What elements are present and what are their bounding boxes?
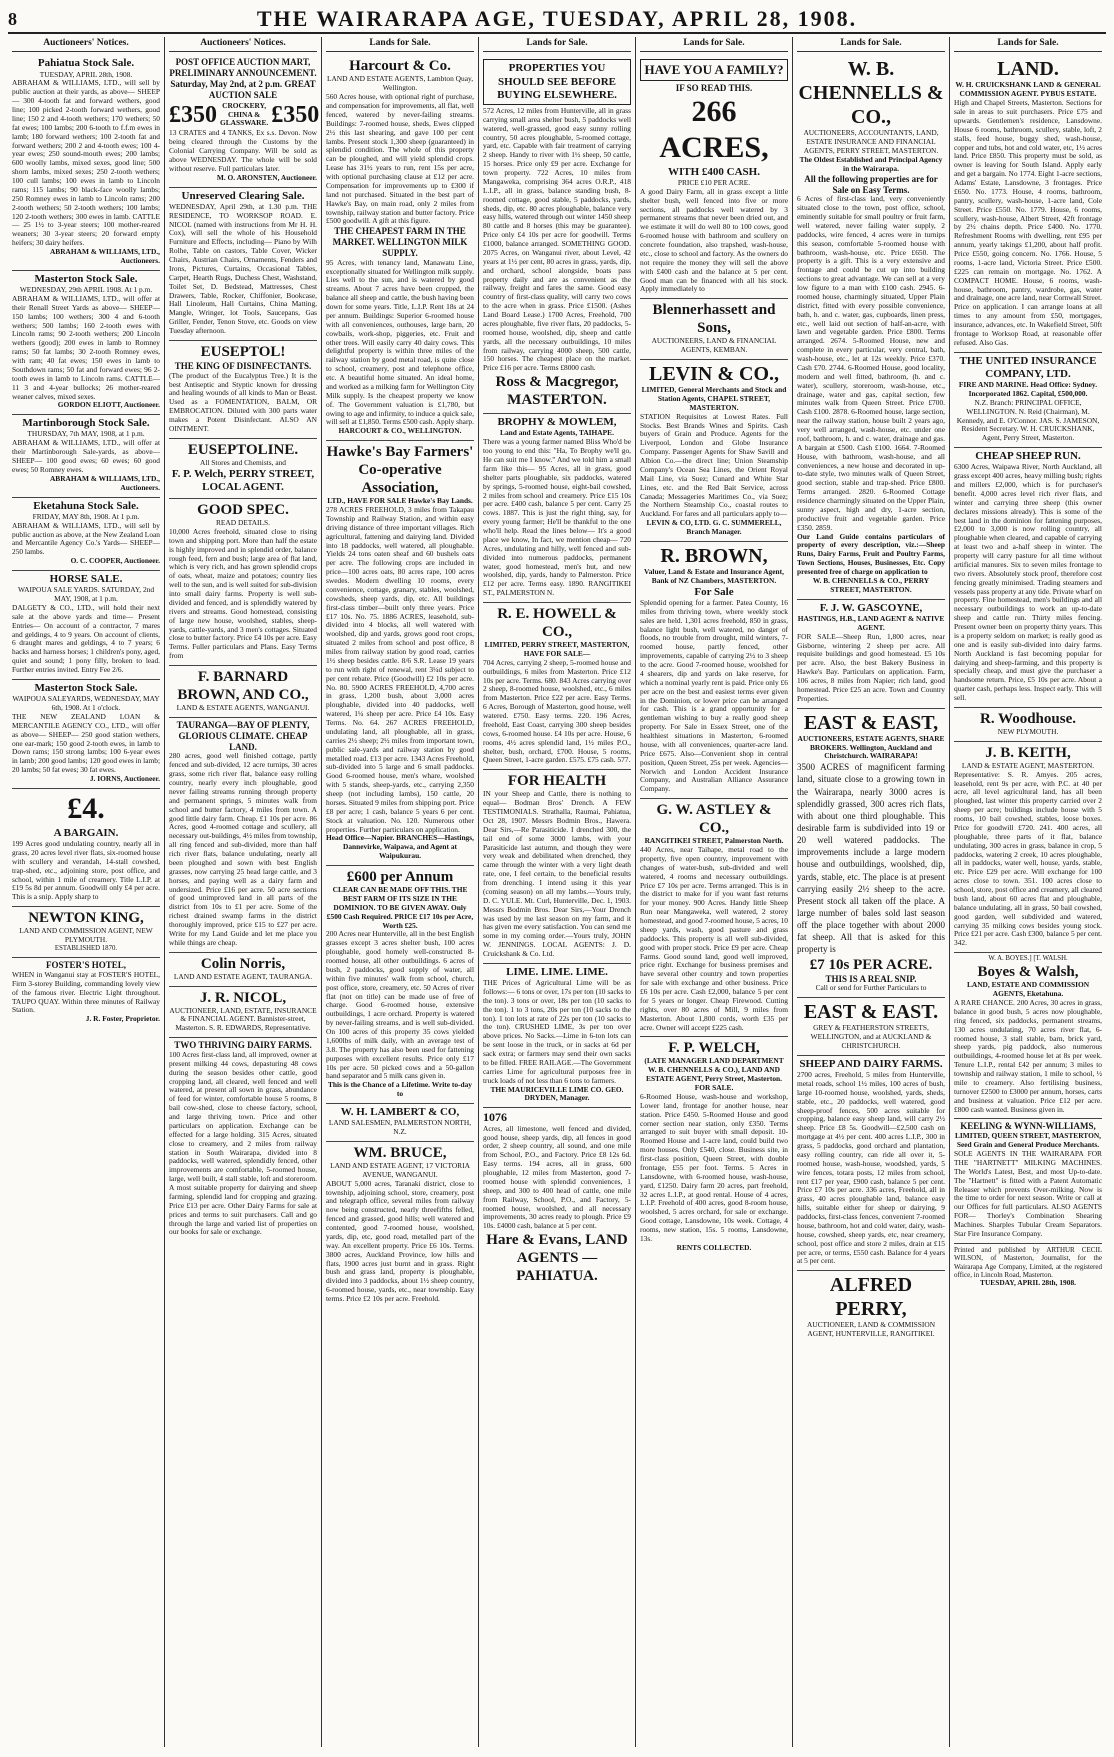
ad-title: LAND. (997, 58, 1059, 81)
ad-lead-2: Our Land Guide contains particulars of property of every description, viz.:—Sheep Runs, Dairy Farms, Fruit and Poultry Farms, Town Sections, Houses, Businesses, Etc. Copy presented free of charge on application to (797, 531, 945, 577)
ad-body-2: 95 Acres, with tenancy land, Manawatu Line, exceptionally situated for Wellington milk supply. Lies well to the sun, and is watered by good streams. About 7 acres have been cropped, the balance all sheep and cattle, the bush having been down for some years. Title, L.I.P. Rent 18s at 24 per annum. Buildings: Superior 6-roomed house with all conveniences, outhouses, large barn, 20 cowbails, work-shop, piggeries, etc. Fruit and other trees. Will easily carry 40 dairy cows. This delightful property is within three miles of the railway station by good metal road, is quite close to school, creamery, post and telephone office, etc. A beautiful home situated. An ideal home, and worked as a milking farm for Wellington City Milk supply. Is the cheapest property we know of. The Government valuation is £1,780, but owing to age and infirmity, to induce a quick sale, will sell at £1,850. Terms £500 cash. Apply sharp. (326, 257, 474, 427)
ad-body: 3500 ACRES of magnificent farming land, situate close to a growing town in the Wairarapa, nearly 3000 acres is splendidly grassed, 300 acres rich flats, with about one third ploughable. This desirable farm is subdivided into 19 or 20 well watered paddocks. The improvements include a large modern house and outbuildings, woolshed, dip, yards, stable, etc. The place is at present carrying easily 2½ sheep to the acre. Present stock all taken off the place. A large number of bales sold last season off the place together with about 2000 fat sheep. All that is asked for this property is (797, 762, 945, 955)
ad-title: LIME. LIME. LIME. (506, 965, 608, 978)
ad-signature: J. IORNS, Auctioneer. (89, 774, 160, 784)
ad-signature: M. O. ARONSTEN, Auctioneer. (216, 172, 317, 182)
price-left: £350 (169, 101, 217, 128)
ad-properties (483, 55, 631, 414)
ad-big-text: 266 ACRES, (659, 94, 769, 164)
ad-title: Blennerhassett and Sons, (652, 302, 776, 337)
ad-subtitle: NEW PLYMOUTH. (997, 726, 1059, 736)
ad-body: FOR SALE—Sheep Run, 1,800 acres, near Gisborne, wintering 2 sheep per acre. All requisite buildings and good homestead. £5 10s per acre. Also, the best Bakery Business in Hawke's Bay. Particulars on application. Farm, 106 acres, 8 miles from Napier; rich land, good homestead. Price £25 an acre. Town and Country Properties. (797, 631, 945, 703)
ad-body: Representative: S. R. Amyes. 205 acres, leasehold, rent 9s per acre, with P.C. at 40 per acre, all level agricultural land, has all been ploughed, last winter this property carried over 2 sheep per acre; buildings include house with 5 rooms, 10 bail cowshed, stables, loose boxes. Price for goodwill £720. 241. 400 acres, all ploughable, three parts of it flat, balance undulating, 300 acres in grass, balance in crop, 5 paddocks, watering 2 creek, 10 acres ploughable, all in paddocks, water well, house, yards, stable, etc. Price £29 per acre. Will exchange for 100 acres close to town. 351. 100 acres close to school, store, post office and creamery, all cleared bush land, about 60 acres flat and ploughable, balance undulating, all in grass, 50 bail cowshed, good garden, well subdivided and watered, carrying 35 milking cows besides young stock. Price £21 per acre. Cash £300, balance 5 per cent. 342. (954, 769, 1102, 948)
ad-title: J. R. NICOL, (199, 989, 287, 1006)
ad-title: Unreserved Clearing Sale. (181, 189, 305, 202)
ad-subtitle-2: Head Office—Napier. BRANCHES—Hastings, Dannevirke, Waipawa, and Agent at Waipukurau. (326, 833, 474, 861)
ad-title: F. J. W. GASCOYNE, (819, 601, 923, 614)
ad-body-2: 6 Acres of first-class land, very conveniently situated close to the town, post office, school, eminently suitable for small poultry or fruit farm, well watered, never failing water supply, 2 paddocks, wire fenced, 4 acres were in turnips this season, comfortable 5-roomed house with bathroom, wash-house, etc. Price £650. The property is a gift. This is a very extensive and frontage and could be cut up into building sections to great advantage. We can sell at a very low figure to a man with £100 cash. 2945. 6-roomed house, charmingly situated, Upper Plain district, fitted with every possible convenience, bath, h. and c. water, gas, cupboards, linen press, etc., well laid out section of half-an-acre, with lawn and vegetable garden. Price £800. Terms arranged. 2674. 5-Roomed House, new and complete in every particular, very central, bath, wash-house, etc., let at 12s weekly. Price £370. Cash £70. 2744. 6-Roomed House, good locality, modern and well fitted, bathroom, (h. and c. water), scullery, storeroom, wash-house, etc., drainage, water and gas, capital section, few minutes walk from Queen Street. Price £700. Cash £100. 2878. 6-Roomed house, large section, near the railway station, house built 2 years ago, very well arranged, wash-house, etc. under one roof, bathroom, h. and c. water, drainage and gas. A bargain at £500. Cash £100. 1664. 7-Roomed House, with bathroom, wash-house, and all conveniences, a new house and decorated in up-to-date style, two minutes walk of Queen Street, good section, stable and trap-shed. Price £800. Terms arranged. 2820. 6-Roomed Cottage residence charmingly situated on the Upper Plain, sunny aspect, high and dry, 1-acre section, productive fruit and vegetable garden. Price £350. 2859. (797, 194, 945, 532)
ad-title: R. Woodhouse. (979, 710, 1076, 727)
ad-subtitle: AUCTIONEER, LAND & COMMISSION AGENT, HUNTERVILLE, RANGITIKEI. (806, 1320, 936, 1339)
ad-body: 10,000 Acres freehold, situated close to rising town and shipping port. More than half the estate is highly improved and in splendid order, balance rough feed, fern and bush; large area of flat land, which is very rich, and has grown splendid crops of oats, wheat, maize and potatoes; country lies well to the sun, and is well suited for sub-division into small dairy farms. Property is well sub-divided and fenced, and is splendidly watered by rivers and streams. Good homestead, consisting of large new house, woolshed, stables, sheep-yards, cattle-yards, and 3 men's cottages. Situated close to butter factory. Price £4 10s per acre. Easy Terms. Fuller particulars and Plans. Easy Terms from (169, 526, 317, 661)
price-right: £350 (271, 101, 320, 128)
ad-signature: RENTS COLLECTED. (676, 1242, 752, 1252)
ad-subtitle: A BARGAIN. (53, 826, 119, 839)
ad-boyes-walsh (954, 953, 1102, 1119)
ad-mid: WITH £400 CASH. (668, 165, 760, 178)
column-2 (165, 37, 322, 1747)
ad-subtitle: RANGITIKEI STREET, Palmerston North. (644, 836, 784, 846)
ad-pahiatua-stock-sale (12, 55, 160, 270)
column-1 (8, 37, 165, 1747)
ad-colin-norris (169, 953, 317, 987)
ad-signature: GORDON ELIOTT, Auctioneer. (57, 400, 160, 410)
ad-subtitle: LTD., HAVE FOR SALE Hawke's Bay Lands. (327, 496, 473, 506)
ad-body: 13 CRATES and 4 TANKS, Ex s.s. Devon. Now being cleared through the Customs by the Colonial Carrying Company. Will be sold as above WEDNESDAY. The whole will be sold without reserve. Full particulars later. (169, 128, 317, 173)
ad-body: 560 Acres house, with optional right of purchase, and compensation for improvements, all flat, well fenced, watered by never-failing streams. Buildings: 7-roomed house, sheds, Ewes clipped 2½ this last shearing, and gave 100 per cent lambs. Present stock 1,300 sheep (guaranteed) in splendid condition. The whole of this property can be ploughed, and will yield splendid crops. Lease has 31½ years to run, rent 15s per acre, with optional purchasing clause at £12 per acre. Compensation for improvements up to £300 if land not purchased. Situated in the best part of Hawke's Bay, on main road, only 2 miles from township, railway station and butter factory. Price £500 goodwill. A gift at this figure. (326, 92, 474, 226)
ad-title: F. P. WELCH, (668, 1040, 760, 1057)
column-5 (636, 37, 793, 1747)
ad-title: FOSTER'S HOTEL, (45, 960, 127, 971)
ad-post-office-auction (169, 55, 320, 187)
ad-body: 6-Roomed House, wash-house and workshop, Lower land, frontage for another house, near station. Price £450. 5-Roomed House and good corner section near station, only £350. Terms arranged to suit buyer with small deposit. 10-Roomed House and 1-acre land, could build two more houses. Only £540, close. Business site, in first-class position, Queen Street, with double frontage, £55 per foot. Terms. 5 Acres in Lansdowne, with 6-roomed house, wash-house, yard, £1250. Dairy farm 20 acres, part freehold, 32 acres L.I.P., at good rental. House of 4 acres, L.I.P. Freehold of 400 acres, good 8-room house, woolshed, 5 acres orchard, for sale or exchange. Good cottage, Lansdowne, 10s week. Cottage, 4 rooms, new station, 15s. 5 rooms, Lansdowne, 13s. (640, 1091, 788, 1243)
ad-brophy-mowlem (483, 414, 631, 603)
ad-signature: THE MAURICEVILLE LIME CO. GEO. DRYDEN, Manager. (490, 1084, 624, 1103)
ad-date: FRIDAY, MAY 8th, 1908. At 1 p.m. (32, 511, 140, 521)
ad-title: CHEAP SHEEP RUN. (975, 450, 1081, 463)
ad-subtitle: AUCTIONEER, LAND, ESTATE, INSURANCE & FINANCIAL AGENT. Bannister-street, Masterton. S. R. EDWARDS, Representative. (169, 1005, 317, 1033)
ad-alfred-perry (797, 1271, 945, 1343)
ad-title: TAURANGA—BAY OF PLENTY, GLORIOUS CLIMATE. CHEAP LAND. (176, 719, 310, 752)
ad-title: Pahiatua Stock Sale. (37, 57, 135, 70)
ad-subtitle: LAND, ESTATE AND COMMISSION AGENTS, Eketahuna. (966, 980, 1090, 999)
ad-subtitle: IF SO READ THIS. (675, 82, 753, 93)
column-header: Auctioneers' Notices. (169, 37, 317, 52)
ad-subtitle-2: THE CHEAPEST FARM IN THE MARKET. WELLINGTON MILK SUPPLY. (332, 226, 468, 258)
ad-masterton-stock-sale-2 (12, 680, 160, 789)
ad-title: R. E. HOWELL & CO., (497, 606, 617, 641)
ad-cruickshank (954, 55, 1102, 352)
ad-body: 2700 acres, Freehold, 5 miles from Hunterville, metal roads, school 1½ miles, 100 acres of bush, large 10-roomed house, woolshed, yards, sheds, stable, etc., 20 paddocks, well watered, good sheep-proof fences, 500 acres suitable for cropping, balance easy sheep land, will carry 2½ sheep. Price £8 5s. Goodwill—£2,500 cash on mortgage at 4½ per cent. 400 acres L.I.P., 300 in grass, 5 paddocks, good orchard and plantation, easy rolling country, can ride all over it, 5-roomed house, wash-house, woodshed, yards, 5 wire fences, totara posts, 12 miles from school, rent £17 per year, £900 cash, balance 5 per cent. Price £7 10s per acre. 336 acres, Freehold, all in grass, 40 acres ploughable land, balance easy hills, suitable either for sheep or dairying, 9 paddocks, first-class fences, convenient 7-roomed house, bathroom, hot and cold water, dairy, wash-house, cowshed, sheep yards, etc, near creamery, school, post office and store 2 miles, drain at £15 per acre, or terms, £550 cash. Balance for 4 years at 5 per cent. (797, 1070, 945, 1266)
ad-clearing-sale (169, 188, 317, 341)
ad-body: IN your Sheep and Cattle, there is nothing to equal— Bodman Bros' Drench. A FEW TESTIMONIALS. Strathalla, Raumai, Pahiatua, Oct 28, 1907. Messrs Bodmin Bros., Hawera. Dear Sirs,—Re Parasiticide. I drenched 300, the tail end of some 3000 lambs, with your Parasiticide last autumn, and though they were very weak and debilitated when drenched, they came through the winter with a very light death rate, one, I feel certain, to the beneficial results from drenching. I intend using it this year (coming season) on all my lambs.—Yours truly, D. C. YULE. Mt. Curl, Hunterville, Dec. 1, 1903. Messrs Bodmin Bros. Dear Sirs,—Your Drench was used by me last season on my farm, and it has given me every satisfaction. You can send me some in my coming order.—Yours truly, JOHN W. JENNINGS. LOCAL AGENTS: J. D. Cruickshank & Co. Ltd. (483, 789, 631, 959)
ad-blennerhassett (640, 299, 788, 360)
ad-signature: LEVIN & CO, LTD. G. C. SUMMERELL, Branch Manager. (646, 518, 782, 537)
ad-body: N.Z. Branch: PRINCIPAL OFFICE, WELLINGTON. N. Reid (Chairman), M. Kennedy, and E. O'Connor. JAS. S. JAMESON, Resident Secretary. W. H. CRUICKSHANK, Agent, Perry Street, Masterton. (956, 397, 1100, 443)
ad-subtitle: LAND AND ESTATE AGENTS, Lambton Quay, Wellington. (326, 74, 474, 93)
ad-mid: CROCKERY, CHINA & GLASSWARE. (220, 100, 269, 128)
ad-body-2: Call or send for Further Particulars to (815, 983, 927, 993)
ad-have-you-a-family (640, 55, 788, 299)
ad-subtitle: LAND & ESTATE AGENTS, WANGANUI. (176, 703, 310, 713)
ad-title: Colin Norris, (200, 955, 286, 972)
ad-signature: J. R. Foster, Proprietor. (85, 1014, 160, 1024)
ad-r-brown (640, 542, 788, 799)
ad-title: W. H. LAMBERT & CO, (340, 1106, 460, 1119)
ad-subtitle-2: This is the Chance of a Lifetime. Write to-day to (327, 1080, 473, 1099)
ad-subtitle: LAND AND ESTATE AGENT, TAURANGA. (173, 971, 313, 981)
ad-title: 1076 (483, 1110, 507, 1125)
ad-title: Boyes & Walsh, (977, 964, 1079, 981)
ad-body: 440 Acres, near Taihape, metal road to the property, five open country, improvement with changes of water-bush, sub-divided and well watered, 4 rooms and necessary outbuildings. Price £7 10s per acre. Terms arranged. This is in the district to make for if you want fast returns for your money. 900 Acres. Handy little Sheep Run near Mangaweka, well watered, 2 storey homestead, and good 7-roomed house, 5 acres, 10 sheep yards, wash, good pasture and grass paddocks. This property is all well sub-divided, good with proper stock. Price £9 per acre. Cheap Farms. Good sound land, good well improved, price right. Exchange for business premises and have several other country and town properties for sale with exchange and other business. Price £6 10s per acre. Cash £2,000, balance 5 per cent for 5 years or longer. Cheap Firewood. Cutting rights, over 80 acres of Mill, 9 miles from Masterton. About 1,800 cords, worth £35 per acre. Owner will accept £225 cash. (640, 845, 788, 1032)
ad-jb-keith (954, 742, 1102, 953)
column-4 (479, 37, 636, 1747)
ad-body: 572 Acres, 12 miles from Hunterville, all in grass carrying small area shelter bush, 5 paddocks well watered, well-grassed, good easy sunny rolling country, 50 acres ploughable, 5-roomed cottage, yard, etc. Capable with fair treatment of carrying 2 sheep. Handy to river with 1½ sheep, 50 cattle, 15 horses. Price only £9 per acre. Exchange for town property. 722 Acres, 10 miles from Mangaweka, comprising 364 acres O.R.P., 418 L.I.P., all in grass, balance standing bush, 8-roomed cottage, good stable, 5 paddocks, yards, sheds, dip, etc. 80 acres ploughable, balance very easy hills, watered through out winter 1450 sheep 80 cattle and 8 horses (this may be guarantee). Price only £4 10s per acre for goodwill. Terms £1000, balance arranged. SOMETHING GOOD. 2075 Acres, on Wanganui river, about Level, 42 years at 1½ per cent, 80 acres in grass, yards, dip, and orchard, school alongside, boats pass property daily and are as convenient as the railway, freight and fares the same. Good easy country of first-class quality, will carry two cows to the acre when in grass. Price £1500. (Ashes Land Board Lease.) 1700 Acres, Freehold, 700 acres ploughable, five river flats, 20 paddocks, 5-roomed house, woolshed, dip, sheep and cattle yards, all the necessary outbuildings, 10 miles from railway, carrying 4000 sheep, 500 cattle, 150 horses. The cheapest place on the market. Price £16 per acre. Terms £8000 cash. (483, 105, 631, 373)
imprint (954, 1244, 1102, 1292)
ad-body: 199 Acres good undulating country, nearly all in grass, 20 acres level river flats, six-roomed house with scullery and verandah, 14-stall cowshed, trap-shed, etc., adjoining store, post office, and school, within 1 mile of creamery. Title L.I.P. at £19 5s 8d per annum. Goodwill only £4 per acre. This is a snip. Apply sharp to (12, 839, 160, 902)
ad-date: WAIPOUA SALE YARDS. SATURDAY, 2nd MAY, 1908, at 1 p.m. (17, 585, 155, 604)
ad-title: LEVIN & CO., (648, 363, 779, 386)
ad-keeling-wynn-williams (954, 1119, 1102, 1243)
ad-body: 278 ACRES FREEHOLD, 3 miles from Takapau Township and Railway Station, and within easy driving distance of three important villages. Rich agricultural, fattening and dairying land. Divided into 18 paddocks, well watered, all ploughable. Yields 24 tons oaten sheaf and 60 bushels oats per acre. The following crops are included in price—100 acres oats, 80 acres rape, 100 acres swedes. Modern dwelling 10 rooms, every convenience, cottage, granary, stables, woolshed, cowsheds, sheep yards, dip, etc. All buildings first-class timber—built only three years. Price £17 10s. No. 75. 1886 ACRES, leasehold, sub-divided into 4 blocks, all well watered with woolshed, dip and yards, grows good root crops, situated 2 miles from school and post office, 8 miles from railway station by good road, carries 1½ sheep besides cattle. 8/6 S.R. Lease 19 years to run with right of renewal, rent 3¼d subject to per cent rebate. Price (Goodwill) £2 10s per acre. No. 80. 5900 ACRES FREEHOLD, 4,700 acres in grass, 1,200 bush, about 3,000 acres ploughable, divided into 40 paddocks, well watered, 1¼ sheep per acre. Price £4 10s. Easy Terms. No. 64. 267 ACRES FREEHOLD, undulating land, all ploughable, all in grass, carries 2½ sheep; 2½ miles from important town, public sale-yards and railway station by good metalled road. £13 per acre. 1343 Acres Freehold, sub-divided into 5 large and 6 small paddocks. Good 6-roomed house, men's whare, woolshed with 5 stands, sheep-yards, etc., carrying 2,350 sheep (not including lambs), 150 cattle, 20 horses. Situated 9 miles from shipping port. Price £8 per acre; 1 cash, balance 5 years 6 per cent. Stock at valuation. No. 120. Numerous other properties. Further particulars on application. (326, 505, 474, 834)
columns (8, 37, 1106, 1747)
ad-subtitle: AUCTIONEERS, ESTATE AGENTS, SHARE BROKERS. Wellington, Auckland and Christchurch. WAIRARAPA! (797, 733, 945, 761)
ad-levin (640, 360, 788, 542)
ad-title: BROPHY & MOWLEM, (497, 416, 617, 429)
ad-small: PRICE £10 PER ACRE. (677, 177, 751, 187)
imprint-date: TUESDAY, APRIL 28th, 1908. (980, 1278, 1076, 1288)
ad-subtitle: LAND AND COMMISSION AGENT, NEW PLYMOUTH. (19, 926, 153, 945)
ad-body: THE NEW ZEALAND LOAN & MERCANTILE AGENCY CO., LTD., will offer as above— SHEEP— 250 good station wethers, one ear-mark; 150 good 2-tooth ewes, in lamb to Down rams; 150 strong lambs; 100 6-year ewes in lamb; 200 good lambs; 120 good ewes in lamb; 20 lambs; 50 fat ewes; 30 fat ewes. (12, 711, 161, 775)
imprint-text: Printed and published by ARTHUR CECIL WILSON, of Masterton, Journalist, for the Wairarapa Age Company, Limited, at the registered office, in Lincoln Road, Masterton. (954, 1245, 1102, 1279)
ad-title: HORSE SALE. (49, 573, 123, 586)
column-header: Lands for Sale. (483, 37, 631, 52)
ad-fp-welch (640, 1037, 788, 1256)
ad-lead: All the following properties are for Sale on Easy Terms. (804, 173, 938, 195)
ad-lead: For Sale (694, 585, 734, 598)
ad-600-per-annum (326, 866, 474, 1104)
ad-jr-nicol (169, 987, 317, 1039)
ad-astley (640, 799, 788, 1037)
ad-subtitle: LAND & ESTATE AGENT, MASTERTON. (961, 760, 1095, 770)
ad-title: EAST & EAST, (803, 711, 939, 734)
ad-title: W. B. CHENNELLS & CO., (798, 58, 944, 129)
column-7 (950, 37, 1106, 1747)
ad-body: DALGETY & CO., LTD., will hold their next sale at the above yards and time— Present Entries— On account of a contractor, 7 mares and geldings, 4 to 9 years. On account of clients, 6 draught mares and geldings, 4 to 7 years; 6 hacks and harness horses; 1 children's pony, aged, quiet and sound; 1 pony filly, broken to lead. Further entries invited. Entry Fee 2/6. (12, 602, 160, 675)
ad-body: The Oldest Established and Principal Agency in the Wairarapa. (799, 155, 943, 173)
ad-body: Splendid opening for a farmer. Patea County, 16 miles from thriving town, where weekly stock sales are held. 1,301 acres freehold, 850 in grass, balance light bush, well watered, no danger of floods, no trouble from drought, mild winters, 7-roomed house, partly fenced, other improvements, capable of carrying 2½ to 3 sheep to the acre. Good 7-roomed house, woolshed for 4 shearers, dip and yards on lake reserve, for which a nominal yearly rent is paid. Price only £6 per acre on the best and easiest terms ever given in the Dominion, or lower price can be arranged for cash. This is a grand opportunity for a gentleman wishing to buy a really good sheep property. For Sale in Essex Street, one of the healthiest situations in Masterton, 6-roomed house, with all conveniences, quarter-acre land. Price £675. Also—Convenient shop in central position, Queen Street, 25s per week. Agencies—Norwich and London Accident Insurance Company, and Australian Alliance Assurance Company. (640, 597, 788, 794)
ad-euseptol (169, 341, 317, 439)
ad-subtitle: AUCTIONEERS, LAND & FINANCIAL AGENTS, KEMBAN. (651, 336, 777, 355)
ad-title: J. B. KEITH, (985, 744, 1071, 761)
ad-title: FOR HEALTH (507, 773, 607, 790)
ad-title: G. W. ASTLEY & CO., (656, 802, 772, 837)
column-header: Lands for Sale. (640, 37, 788, 52)
ad-for-health (483, 770, 631, 964)
ad-signature: O. C. COOPER, Auctioneer. (70, 556, 160, 566)
ad-title: PROPERTIES YOU SHOULD SEE BEFORE BUYING ELSEWHERE. (483, 59, 631, 105)
ad-lead: THIS IS A REAL SNIP. (825, 973, 917, 984)
ad-body: A RARE CHANCE. 200 Acres, 30 acres in grass, balance in good bush, 5 acres now ploughable, ring fenced, six paddocks, permanent streams, 130 acres undulating, 70 acres river flat, 6-roomed house, 3 stall stable, barn, brick yard, sheep yards, pig paddock, also numerous outbuildings, 4-roomed house let at 8s per week. Tenure L.I.P., rental £42 per annum; 3 miles to township and railway station, 1 mile to school, ½ mile to creamery. Also fertilising business, turnover £2500 to £3000 per annum, horses, carts and business at valuation. Price £12 per acre. £800 cash wanted. Business given in. (954, 998, 1102, 1114)
ad-date: TUESDAY, APRIL 28th, 1908. (39, 69, 133, 79)
ad-subtitle: FIRE AND MARINE. Head Office: Sydney. Incorporated 1862. Capital, £500,000. (958, 380, 1098, 398)
ad-body: ABOUT 5,000 acres, Taranaki district, close to township, adjoining school, store, creamery, post and telegraph office, several miles from railway now being constructed, nearly threefifths felled, fenced and grassed, good hills; well watered and contented, good 7-roomed house, woolshed, yards, dip, etc, good road, metalled part of the way. An excellent property. Price £6 10s. Terms. 3800 acres, Auckland Province, low hills and flats, 1900 acres just burnt and in grass. Right bush and grass land, property is ploughable, divided into 3 paddocks, about 1½ sheep country, 6-roomed house, yards, etc., near township. Easy terms. Price £2 10s per acre. Freehold. (326, 1178, 474, 1304)
ad-good-spec (169, 499, 317, 666)
ad-subtitle: LAND AND ESTATE AGENT, 17 VICTORIA AVENUE, WANGANUI. (330, 1160, 470, 1179)
ad-body: All Stores and Chemists, and (199, 457, 286, 467)
ad-title: KEELING & WYNN-WILLIAMS, (960, 1121, 1096, 1132)
ad-east-and-east-2 (797, 998, 945, 1056)
ad-body: 704 Acres, carrying 2 sheep, 5-roomed house and outbuildings, 6 miles from Masterton. Price £12 10s per acre. Terms. 680. 843 Acres carrying over 2 sheep, 8-roomed house, woolshed, etc., 6 miles from Masterton. Price £22 per acre. Easy Terms. 6 Acres, Borough of Masterton, good house, well watered. £750. Easy terms. 220. 196 Acres, freehold, East Coast, carrying 300 sheep besides cows, 6-roomed house. £4 10s per acre. House, 6 rooms, 4½ acres splendid land, 1½ miles P.O., shelter, bush, orchard, £700. House, 5 rooms, Queen Street, 1-acre garden. £575. £75 cash. 577. (483, 657, 631, 765)
ad-harcourt (326, 55, 474, 441)
ad-title: R. BROWN, (660, 544, 768, 567)
ad-hare-evans (483, 1108, 631, 1289)
ad-title: £4. (67, 791, 105, 825)
ad-signature: HARCOURT & CO., WELLINGTON. (338, 426, 462, 436)
column-header: Lands for Sale. (797, 37, 945, 52)
ad-newton-king (12, 907, 160, 958)
ad-title: HAVE YOU A FAMILY? (640, 59, 788, 81)
ad-body: A good Dairy Farm, all in grass except a little shelter bush, well fenced into five or more sections, all paddocks well watered by 3 permanent streams that never been dried out, and we estimate it will do well 80 to 100 cows, good 6-roomed house with bathroom and scullery on concrete foundation, also trapshed, wash-house, etc., close to school and factory. As the owners do not require the money they will sell the above with £400 cash and the balance at 5 per cent. Good man can be financed with all his stock. Apply immediately to (640, 186, 788, 294)
ad-body: There was a young farmer named Bliss Who'd be too young to end this: "Ha, To Brophy we'll go, He can suit me I know." And we told him a small farm like this— 95 Acres, all in grass, good shelter parts ploughable, six paddocks, watered by springs, 5-roomed house, eight-bail cowshed, 2 miles from school and creamery. Price £15 10s per acre. £400 cash, balance 5 per cent. Carry 25 cows. 1887. This is just the right thing, say, for every young farmer; He'll be thankful to the one who'll help. Read the lines below— It's a good place we know, In fact, we mention cheap— 720 Acres, undulating and hilly, well fenced and sub-divided into numerous paddocks, permanent water, good homestead, men's hut, and new woolshed, dip, yards, handy to Palmerston. Price £12 per acre. Terms easy. 1890. RANGITIKEI ST., PALMERSTON N. (483, 437, 631, 598)
ad-title: F. BARNARD BROWN, AND CO., (177, 669, 309, 704)
ad-subtitle: AUCTIONEERS, ACCOUNTANTS, LAND, ESTATE INSURANCE AND FINANCIAL AGENTS, PERRY STREET, MASTERTON. (803, 128, 939, 156)
ad-title: NEWTON KING, (28, 910, 144, 927)
ad-howell (483, 603, 631, 770)
ad-woodhouse (954, 708, 1102, 742)
ad-body: ABRAHAM & WILLIAMS, LTD., will offer at their Martinborough Sale-yards, as above— SHEEP— 100 good ewes; 60 ewes; 60 good ewes; 50 Romney ewes. (12, 438, 160, 474)
ad-title: TWO THRIVING DAIRY FARMS. (174, 1040, 312, 1051)
ad-bargain (12, 789, 160, 907)
ad-title: £600 per Annum (346, 869, 454, 886)
ad-signature: Hare & Evans, LAND AGENTS — PAHIATUA. (486, 1232, 628, 1285)
ad-lime (483, 964, 631, 1108)
ad-east-and-east (797, 709, 945, 999)
ad-title: POST OFFICE AUCTION MART, PRELIMINARY ANNOUNCEMENT. Saturday, May 2nd, at 2 p.m. GREAT AUCTION SALE (169, 57, 317, 100)
ad-united-insurance (954, 353, 1102, 449)
ad-title: Masterton Stock Sale. (34, 681, 138, 694)
ad-cheap-sheep-run (954, 448, 1102, 708)
masthead (8, 6, 1106, 34)
ad-body: ABRAHAM & WILLIAMS, LTD., will offer at their Renall Street Yards as above— SHEEP— 150 lambs; 100 wethers; 300 4 and 6-tooth wethers; 500 lambs; 160 2-tooth ewes with Lincoln rams; 90 2-tooth wethers; 200 Lincoln wethers (good); 200 ewes in lamb to Romney rams; 50 fat lambs; 30 2-tooth Romney ewes, with ram; 40 fat ewes; 150 ewes in lamb to Southdown rams; 50 fat and forward ewes; 96 2-tooth ewes in lamb to Lincoln rams. CATTLE— 11 3 and 4-year bullocks; 26 mother-reared weaner calves, mixed sexes. (12, 293, 160, 401)
column-header: Lands for Sale. (326, 37, 474, 52)
ad-body: (The product of the Eucalyptus Tree.) It is the best Antiseptic and Styptic known for dressing and healing wounds of all kinds to Man or Beast. Used as a FOMENTATION, BALM, OR EMBROCATION. Diluted with 300 parts water makes a Potent Disinfectant. ALSO AN OINTMENT. (169, 370, 317, 433)
ad-barnard-brown (169, 666, 317, 718)
ad-title: WM. BRUCE, (353, 1144, 447, 1161)
ad-title: Masterton Stock Sale. (34, 272, 138, 285)
ad-two-dairy-farms (169, 1038, 317, 1241)
ad-body: 200 Acres near Hunterville, all in the best English grasses except 3 acres shelter bush, 100 acres ploughable, good homely well-constructed 8-roomed house, all other outbuildings. 6 acres of bush, 2 paddocks, good supply of water, all within five minutes' walk from school, church, post office, store, creamery, etc. 50 Acres of river flat (not on title) can be made use of free of charge. Good 6-roomed house, extensive outbuildings, 1 acre orchard. Property is watered by never-failing streams, and is well sub-divided. On 100 acres of this property 35 cows yielded 1,600lbs of milk daily, with an average test of 3.8. The property has also been used for fattening purposes with excellent results. Price only £17 10s per acre. 50 picked cows and a 50-gallon hand separator and 5 milk cans given in. (326, 929, 474, 1081)
ad-title: Harcourt & Co. (349, 58, 451, 75)
ad-masterton-stock-sale (12, 271, 160, 415)
ad-subtitle: LAND SALESMEN, PALMERSTON NORTH, N.Z. (328, 1118, 472, 1137)
ad-subtitle: GREY & FEATHERSTON STREETS, WELLINGTON, and at AUCKLAND & CHRISTCHURCH. (810, 1023, 932, 1050)
ad-subtitle: CLEAR CAN BE MADE OFF THIS. THE BEST FARM OF ITS SIZE IN THE DOMINION. TO BE GIVEN AWAY. Only £500 Cash Required. PRICE £17 10s per Acre, Worth £25. (326, 885, 474, 930)
column-header: Auctioneers' Notices. (12, 37, 160, 52)
ad-lambert (326, 1104, 474, 1142)
ad-title: THE UNITED INSURANCE COMPANY, LTD. (959, 354, 1097, 380)
ad-title: EAST & EAST. (803, 1001, 939, 1024)
ad-title: GOOD SPEC. (197, 502, 289, 519)
ad-fosters-hotel (12, 958, 160, 1028)
ad-signature: ABRAHAM & WILLIAMS, LTD., Auctioneers. (49, 247, 160, 265)
ad-body: 100 Acres first-class land, all improved, owner at present milking 44 cows, depasturing 48 cows during the season besides other cattle, good cropping land, all cleared, well fenced and well watered, at present all sown in grass, abundance of feed for winter, comfortable house 5 rooms, 8 bail cow-shed, close to cheese factory, school, and large thriving town. Price and other particulars on application. Exchange can be effected for a large holding. 315 Acres, situated close to creamery, and 2 miles from railway station in South Wairarapa, divided into 8 paddocks, well watered, splendidly fenced, other improvements are comfortable, 5-roomed house, large, well built, 4 stall stable, loft and storeroom. A most suitable property for dairying and sheep farming, splendid land for cropping and grazing. Price £13 per acre. Other Dairy Farms for sale at prices and terms to suit purchasers. Call and go through the large and varied list of properties on our books for sale or exchange. (169, 1049, 317, 1237)
ad-body: 6300 Acres, Waipawa River, North Auckland, all grass except 400 acres, heavy milling bush; rights and millers £2,000, which is for purchaser's benefit. 4,000 acres level rich river flats, and winter and carrying three sheep (this owner declares missions already). This is some of the best land in the dominion for fattening purposes, £2,000 to 3,000 is now rolling country, all ploughable when cleared, and capable of carrying at least two and a-half sheep in winter. The property will carry pasture for all time without artificial manures. Six to seven miles frontage to two rivers. Absolutely stock proof, therefore cost fencing greatly minimised. Trading steamers and vessels pass property at any tide. Private wharf on property. Fine homestead, men's buildings and all necessary outbuildings to work an up-to-date sheep and cattle run. Thirty miles fencing. Present owner been on property thirty years. This is a property seldom on market; is really good as one and is easily sub-divided into dairy farms. North Auckland is fast becoming popular for dairying and sheep-farming, and this property is specially cheap, and must give the purchaser a handsome return. Price, £5 10s per acre. About a quarter cash, perhaps less. Inspect early. This will sell. (954, 462, 1102, 703)
ad-title: SHEEP AND DAIRY FARMS. (799, 1057, 943, 1070)
ad-signature: ABRAHAM & WILLIAMS, LTD., Auctioneers. (49, 473, 160, 492)
ad-title: Hawke's Bay Farmers' Co-operative Association, (326, 444, 474, 497)
ad-body: WHEN in Wanganui stay at FOSTER'S HOTEL, Firm 3-storey Building, commanding lovely view of the famous river. Electric Light throughout. TAUPO QUAY. Within three minutes of Railway Station. (12, 969, 160, 1015)
ad-body: ESTABLISHED 1870. (54, 944, 118, 952)
ad-title: Eketahuna Stock Sale. (33, 499, 139, 512)
ad-subtitle: LIMITED, PERRY STREET, MASTERTON, HAVE FOR SALE— (484, 640, 630, 658)
ad-subtitle: Valuer, Land & Estate and Insurance Agent, Bank of NZ Chambers, MASTERTON. (644, 566, 784, 585)
ad-subtitle: THE KING OF DISINFECTANTS. (174, 360, 312, 371)
ad-date: THURSDAY, 7th MAY, 1908, at 1 p.m. (27, 429, 145, 439)
ad-subtitle: LIMITED, QUEEN STREET, MASTERTON, Seed Grain and General Produce Merchants. (954, 1131, 1102, 1150)
ad-title: ALFRED PERRY, (829, 1274, 913, 1321)
ad-subtitle: Land and Estate Agents, TAIHAPE. (500, 428, 614, 438)
column-6 (793, 37, 950, 1747)
ad-body: SOLE AGENTS IN THE WAIRARAPA FOR THE "HARTNETT" MILKING MACHINES. The World's Latest, Best, and most Up-to-date. The "Hartnett" is fitted with a Patent Automatic Releaser which prevents Over-milking. Now is the time to order for next season. Write or call at our Offices for full particulars. ALSO AGENTS FOR— Thorley's Combination Shearing Machines. Sharples Tubular Cream Separators. Star Fire Insurance Company. (954, 1149, 1102, 1238)
ad-title: Martinborough Stock Sale. (22, 417, 150, 430)
ad-subtitle: HASTINGS, H.B., LAND AGENT & NATIVE AGENT. (797, 613, 945, 632)
ad-title: EUSEPTOLINE. (187, 441, 299, 458)
ad-body: ABRAHAM & WILLIAMS, LTD., will sell by public auction at their yards, as above— SHEEP— 300 4-tooth fat and forward wethers, good line; 100 picked 2-tooth forward wethers, good line; 150 2 and 4-tooth wethers; 170 wethers; 50 fat ewes; 100 lambs; 200 6-tooth to f.f.m ewes in lamb; 180 forward wethers; 100 2-tooth fat and forward wethers; 200 2 and 4-tooth ewes; 100 4-year ewes; 250 sound-mouth ewes; 200 lambs; 600 woolly lambs, mixed sexes, good line; 500 shorn lambs, mixed sexes; 250 2-tooth wethers; 100 cull lambs; 100 ewes in lamb to Lincoln rams; 115 lambs; 90 black-face woolly lambs; 250 Romney ewes in lamb to Lincoln rams; 200 2-tooth wethers; 50 2-tooth wethers; 100 lambs; 120 2-tooth wethers; 300 ewes in lamb. CATTLE— 25 1½ to 3-year steers; 100 mother-reared weaners; 30 3-year steers; 20 forward empty heifers; 30 dairy heifers. (12, 78, 160, 248)
ad-body: High and Chapel Streets, Masterton. Sections for sale in areas to suit purchasers. Price £75 and upwards. Gentlemen's residence, Lansdowne. House 6 rooms, bathroom, scullery, stable, loft, 2 stalls, feed house, buggy shed, wash-house, copper and tubs, hot and cold water, etc, 1½ acres land. Price £850. This property must be sold, as owner is leaving for South Island. Apply early and get a bargain. No 1774. Eight 1-acre sections, Adams' Estate, Lansdowne, 3 frontages. Price £650. No. 1773. House, 4 rooms, bathroom, pantry, scullery, wash-house, 1-acre land, Cole Street. Price £550. No. 1779. House, 6 rooms, scullery, wash-house, Albert Street, 42ft frontage by 2½ chains depth. Price £400. No. 1770. Refreshment Rooms with dwelling, rent £95 per annum, yearly takings £1,200, about half profit. Price £550, going concern. No. 1766. House, 5 rooms, 1-acre land, Victoria Street. Price £500. £225 can remain on mortgage. No. 1762. A COMPACT HOME. House, 6 rooms, wash-house, bathroom, pantry, wardrobe, gas, water and drainage, one acre land, near Cornwall Street. Price on application. I can arrange loans at all times to any amount from £50, mortgages, insurance, advances, etc. In Wakefield Street, 50ft frontage to Worksop Road, at reasonable offer refused. Also Gas. (954, 98, 1102, 347)
ad-martinborough-stock-sale (12, 415, 160, 497)
ad-tauranga (169, 718, 317, 953)
ad-subtitle: W. H. CRUICKSHANK LAND & GENERAL COMMISSION AGENT. PYBUS ESTATE. (955, 80, 1101, 99)
ad-body: WEDNESDAY, April 29th, at 1.30 p.m. THE RESIDENCE, TO WORKSOP ROAD. E. NICOL (named with instructions from Mr H. H. Cox), will sell the whole of his Household Furniture and Effects, including— Piano by Wilh Rolhe, Table on castors, Table Cover, Wicker Chairs, Austrian Chairs, Ornaments, Fenders and Irons, Pictures, Curtains, Occasional Tables, Carpet, Hearth Rugs, Duchess Chest, Washstand, Toilet Set, D. Bedstead, Mattresses, Chest Drawers, Table, Rocker, Chiffonier, Bookcase, Hall Linoleum, Hall Curtains, China Matting, Mangle, Wringer, lot Tools, Saucepans, Gas Griller, Fender, Tenon Stove, etc. Goods on view Tuesday afternoon. (169, 201, 317, 336)
column-3 (322, 37, 479, 1747)
ad-subtitle: LIMITED, General Merchants and Stock and Station Agents, CHAPEL STREET, MASTERTON. (641, 385, 787, 412)
ad-sheep-dairy-farms (797, 1056, 945, 1271)
ad-body: THE Prices of Agricultural Lime will be as follows:— 6 tons or over, 17s per ton (10 sacks to the ton). 3 tons or over, 18s per ton (10 sacks to the ton). 1 to 3 tons, 20s per ton (10 sacks to the ton). 1 ton lots at rate of 22s per ton (10 sacks to the ton). CRUSHED LIME, 3s per ton over above prices. No Sacks.—Lime in 6-ton lots can be sent loose in the truck, or in sacks at 6d per sack extra; or farmers may send their own sacks to be filled. FREE RAILAGE.—The Government carries Lime for agricultural purposes free in truck loads of not less than 6 tons to farmers. (483, 978, 631, 1085)
ad-signature: W. B. CHENNELLS & CO., PERRY STREET, MASTERTON. (812, 575, 930, 594)
ad-pre: W. A. BOYES.] [T. WALSH. (988, 955, 1068, 963)
newspaper-title: THE WAIRARAPA AGE, TUESDAY, APRIL 28, 1908. (256, 6, 858, 31)
ad-wm-bruce (326, 1142, 474, 1308)
ad-signature: F. P. Welch, PERRY STREET, LOCAL AGENT. (171, 467, 315, 493)
ad-subtitle: READ DETAILS. (215, 518, 270, 528)
ad-chennells (797, 55, 945, 599)
ad-signature: Ross & Macgregor, MASTERTON. (495, 374, 619, 409)
ad-hawkes-bay-farmers (326, 441, 474, 866)
ad-body: STATION Requisites at Lowest Rates. Full Stocks. Best Brands Wines and Spirits. Cash buyers of Grain and Produce. Agents for the Liverpool, London and Globe Insurance Company. Passenger Agents for Shaw Savill and Albion Co.—the direct line; Union Steamship Company's Ocean Sea Lines, the Orient Royal Mail Line, via Suez; Cunard and White Star Lines, etc. and the Red Bait Service, across Canada; Messageries Maritimes Co., via Suez; the Northern Steamship Co., coastal routes to Auckland. For fares and all particulars apply to— (640, 411, 788, 519)
ad-horse-sale (12, 571, 160, 680)
ad-body: Acres, all limestone, well fenced and divided, good house, sheep yards, dip, all fences in good order, 2 sheep country, all sound, and one mile from School, P.O., and Factory. Price £8 12s 6d. Easy terms. 194 acres, all in grass, 600 ploughable, 12 miles from Masterton, good 7-roomed house with splendid conveniences, 1 sheep, and 300 to 400 head of cattle, one mile from Railway, School, P.O., and Factory, 5-roomed house, woolshed, and all necessary improvements, 30 acres ready to plough. Price £9 10s. £4000 cash, balance at 5 per cent. (483, 1123, 631, 1231)
column-header: Lands for Sale. (954, 37, 1102, 52)
ad-date: WAIPOUA SALEYARDS, WEDNESDAY, MAY 6th, 1908. At 1 o'clock. (12, 694, 160, 713)
page-number: 8 (8, 8, 17, 29)
ad-gascoyne (797, 600, 945, 709)
ad-title: EUSEPTOL! (200, 343, 286, 360)
ad-subtitle: (LATE MANAGER LAND DEPARTMENT W. B. CHENNELLS & CO.), LAND AND ESTATE AGENT, Perry Street, Masterton. FOR SALE. (644, 1056, 784, 1093)
ad-eketahuna-stock-sale (12, 498, 160, 571)
ad-body: 280 acres, good well finished cottage, partly fenced and sub-divided, 12 acre turnips, 30 acres grass, some rich river flat, balance easy rolling country, nearly every inch ploughable, good never failing streams running through property and permanent springs, 5 minutes walk from school and butter factory, 4 miles from town. A good little dairy farm. Cheap. £1 10s per acre. 86 Acres, good 4-roomed cottage and scullery, all necessary out-buildings, 4½ miles from township, all ring fenced and sub-divided, more than half rich river flats, balance undulating, nearly all been ploughed and sown with best English grasses, now carrying 25 head large cattle, and 3 horses, and paying well as a dairy farm and undersized. Price £16 per acre. 50 acre sections of good unimproved land in all parts of the district from 10s to £1 per acre. Some of the richest drained swamp farms in the district thoroughly improved, price £15 to £27 per acre. Write for my Land Guide and let me place you while things are cheap. (169, 751, 317, 947)
ad-price: £7 10s PER ACRE. (809, 956, 933, 973)
ad-body: ABRAHAM & WILLIAMS, LTD., will sell by public auction as above, at the New Zealand Loan and Mercantile Agency Co.'s Yards— SHEEP— 250 lambs. (12, 520, 160, 557)
ad-euseptoline (169, 439, 317, 499)
ad-date: WEDNESDAY, 29th APRIL 1908. At 1 p.m. (19, 285, 153, 295)
